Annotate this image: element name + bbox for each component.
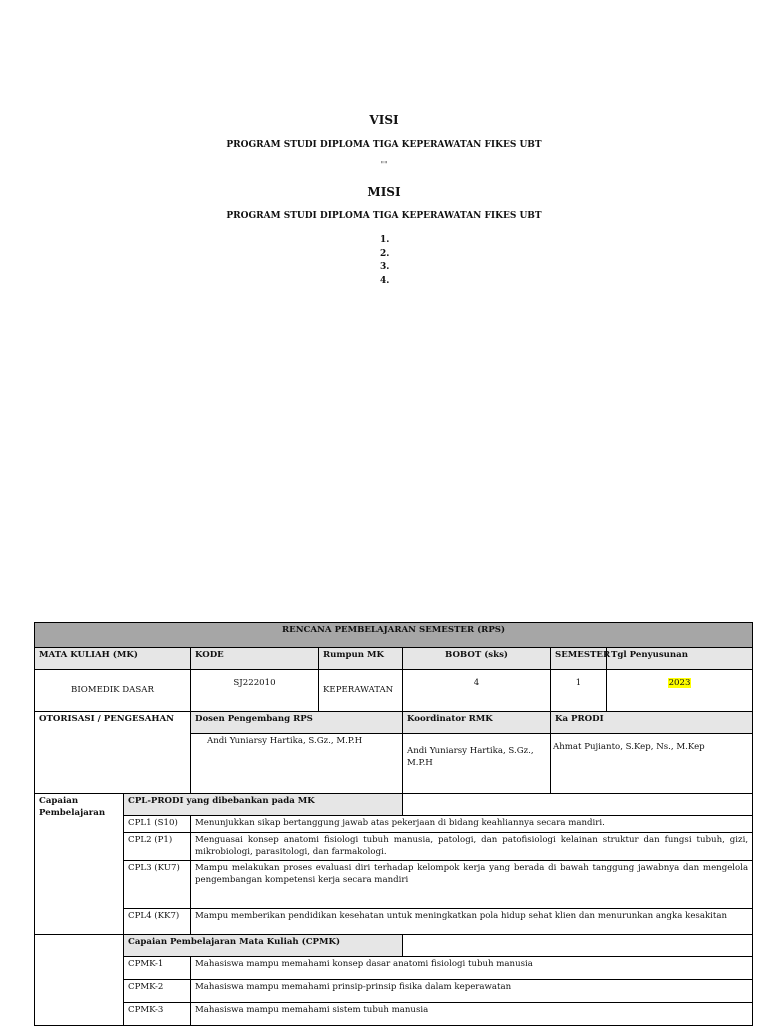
cpl-text: Menguasai konsep anatomi fisiologi tubuh manusia, patologi, dan patofisiologi kelainan struktur dan fungsi tubuh, gizi, mikrobiologi, parasitologi, dan farmakologi. (191, 833, 753, 861)
cpmk-code: CPMK-1 (124, 957, 191, 980)
value-kode: SJ222010 (191, 670, 319, 712)
value-bobot: 4 (403, 670, 551, 712)
koordinator-rmk-name: Andi Yuniarsy Hartika, S.Gz., M.P.H (403, 734, 551, 794)
tgl-highlight: 2023 (668, 678, 691, 688)
cpl-code: CPL3 (KU7) (124, 861, 191, 909)
visi-content: "" (380, 160, 388, 169)
misi-program-name: PROGRAM STUDI DIPLOMA TIGA KEPERAWATAN FIKES UBT (226, 211, 542, 221)
cpl-code: CPL1 (S10) (124, 816, 191, 833)
cpl-code: CPL4 (KK7) (124, 909, 191, 935)
header-kode: KODE (191, 648, 319, 670)
cpl-text: Mampu melakukan proses evaluasi diri terhadap kelompok kerja yang berada di bawah tanggung jawabnya dan mengelola pengembangan kompetensi kerja secara mandiri (191, 861, 753, 909)
koordinator-rmk-label: Koordinator RMK (403, 712, 551, 734)
cpl-prodi-header: CPL-PRODI yang dibebankan pada MK (124, 794, 403, 816)
misi-item: 3. (380, 262, 390, 272)
cpmk-header: Capaian Pembelajaran Mata Kuliah (CPMK) (124, 935, 403, 957)
header-semester: SEMESTER (551, 648, 607, 670)
misi-heading: MISI (367, 185, 401, 199)
header-tgl-penyusunan: Tgl Penyusunan (607, 648, 753, 670)
cpmk-text: Mahasiswa mampu memahami konsep dasar anatomi fisiologi tubuh manusia (191, 957, 753, 980)
visi-heading: VISI (369, 113, 399, 127)
cpl-text: Menunjukkan sikap bertanggung jawab atas pekerjaan di bidang keahliannya secara mandiri. (191, 816, 753, 833)
dosen-pengembang-label: Dosen Pengembang RPS (191, 712, 403, 734)
value-semester: 1 (551, 670, 607, 712)
cpmk-code: CPMK-3 (124, 1003, 191, 1026)
rps-table-container (34, 622, 752, 1026)
cpmk-header-blank (403, 935, 753, 957)
cpmk-text: Mahasiswa mampu memahami prinsip-prinsip fisika dalam keperawatan (191, 980, 753, 1003)
cpmk-left-blank (35, 935, 124, 1026)
capaian-pembelajaran-label: Capaian Pembelajaran (35, 794, 124, 935)
visi-program-name: PROGRAM STUDI DIPLOMA TIGA KEPERAWATAN FIKES UBT (226, 140, 542, 150)
header-mata-kuliah: MATA KULIAH (MK) (35, 648, 191, 670)
dosen-pengembang-name: Andi Yuniarsy Hartika, S.Gz., M.P.H (191, 734, 403, 794)
value-rumpun-mk: KEPERAWATAN (319, 670, 403, 712)
cpl-code: CPL2 (P1) (124, 833, 191, 861)
ka-prodi-label: Ka PRODI (551, 712, 753, 734)
cpl-text: Mampu memberikan pendidikan kesehatan untuk meningkatkan pola hidup sehat klien dan menurunkan angka kesakitan (191, 909, 753, 935)
cpmk-text: Mahasiswa mampu memahami sistem tubuh manusia (191, 1003, 753, 1026)
header-rumpun-mk: Rumpun MK (319, 648, 403, 670)
misi-item: 4. (380, 275, 390, 286)
value-tgl-penyusunan (607, 670, 753, 712)
rps-table (34, 622, 753, 1026)
rps-title: RENCANA PEMBELAJARAN SEMESTER (RPS) (35, 623, 753, 648)
cpmk-code: CPMK-2 (124, 980, 191, 1003)
cpl-prodi-header-blank (403, 794, 753, 816)
misi-list (380, 234, 389, 288)
otorisasi-label: OTORISASI / PENGESAHAN (35, 712, 191, 794)
ka-prodi-name: Ahmat Pujianto, S.Kep, Ns., M.Kep (551, 734, 753, 794)
header-bobot: BOBOT (sks) (403, 648, 551, 670)
misi-item: 2. (380, 248, 390, 259)
misi-item: 1. (380, 235, 390, 245)
value-mata-kuliah: BIOMEDIK DASAR (35, 670, 191, 712)
